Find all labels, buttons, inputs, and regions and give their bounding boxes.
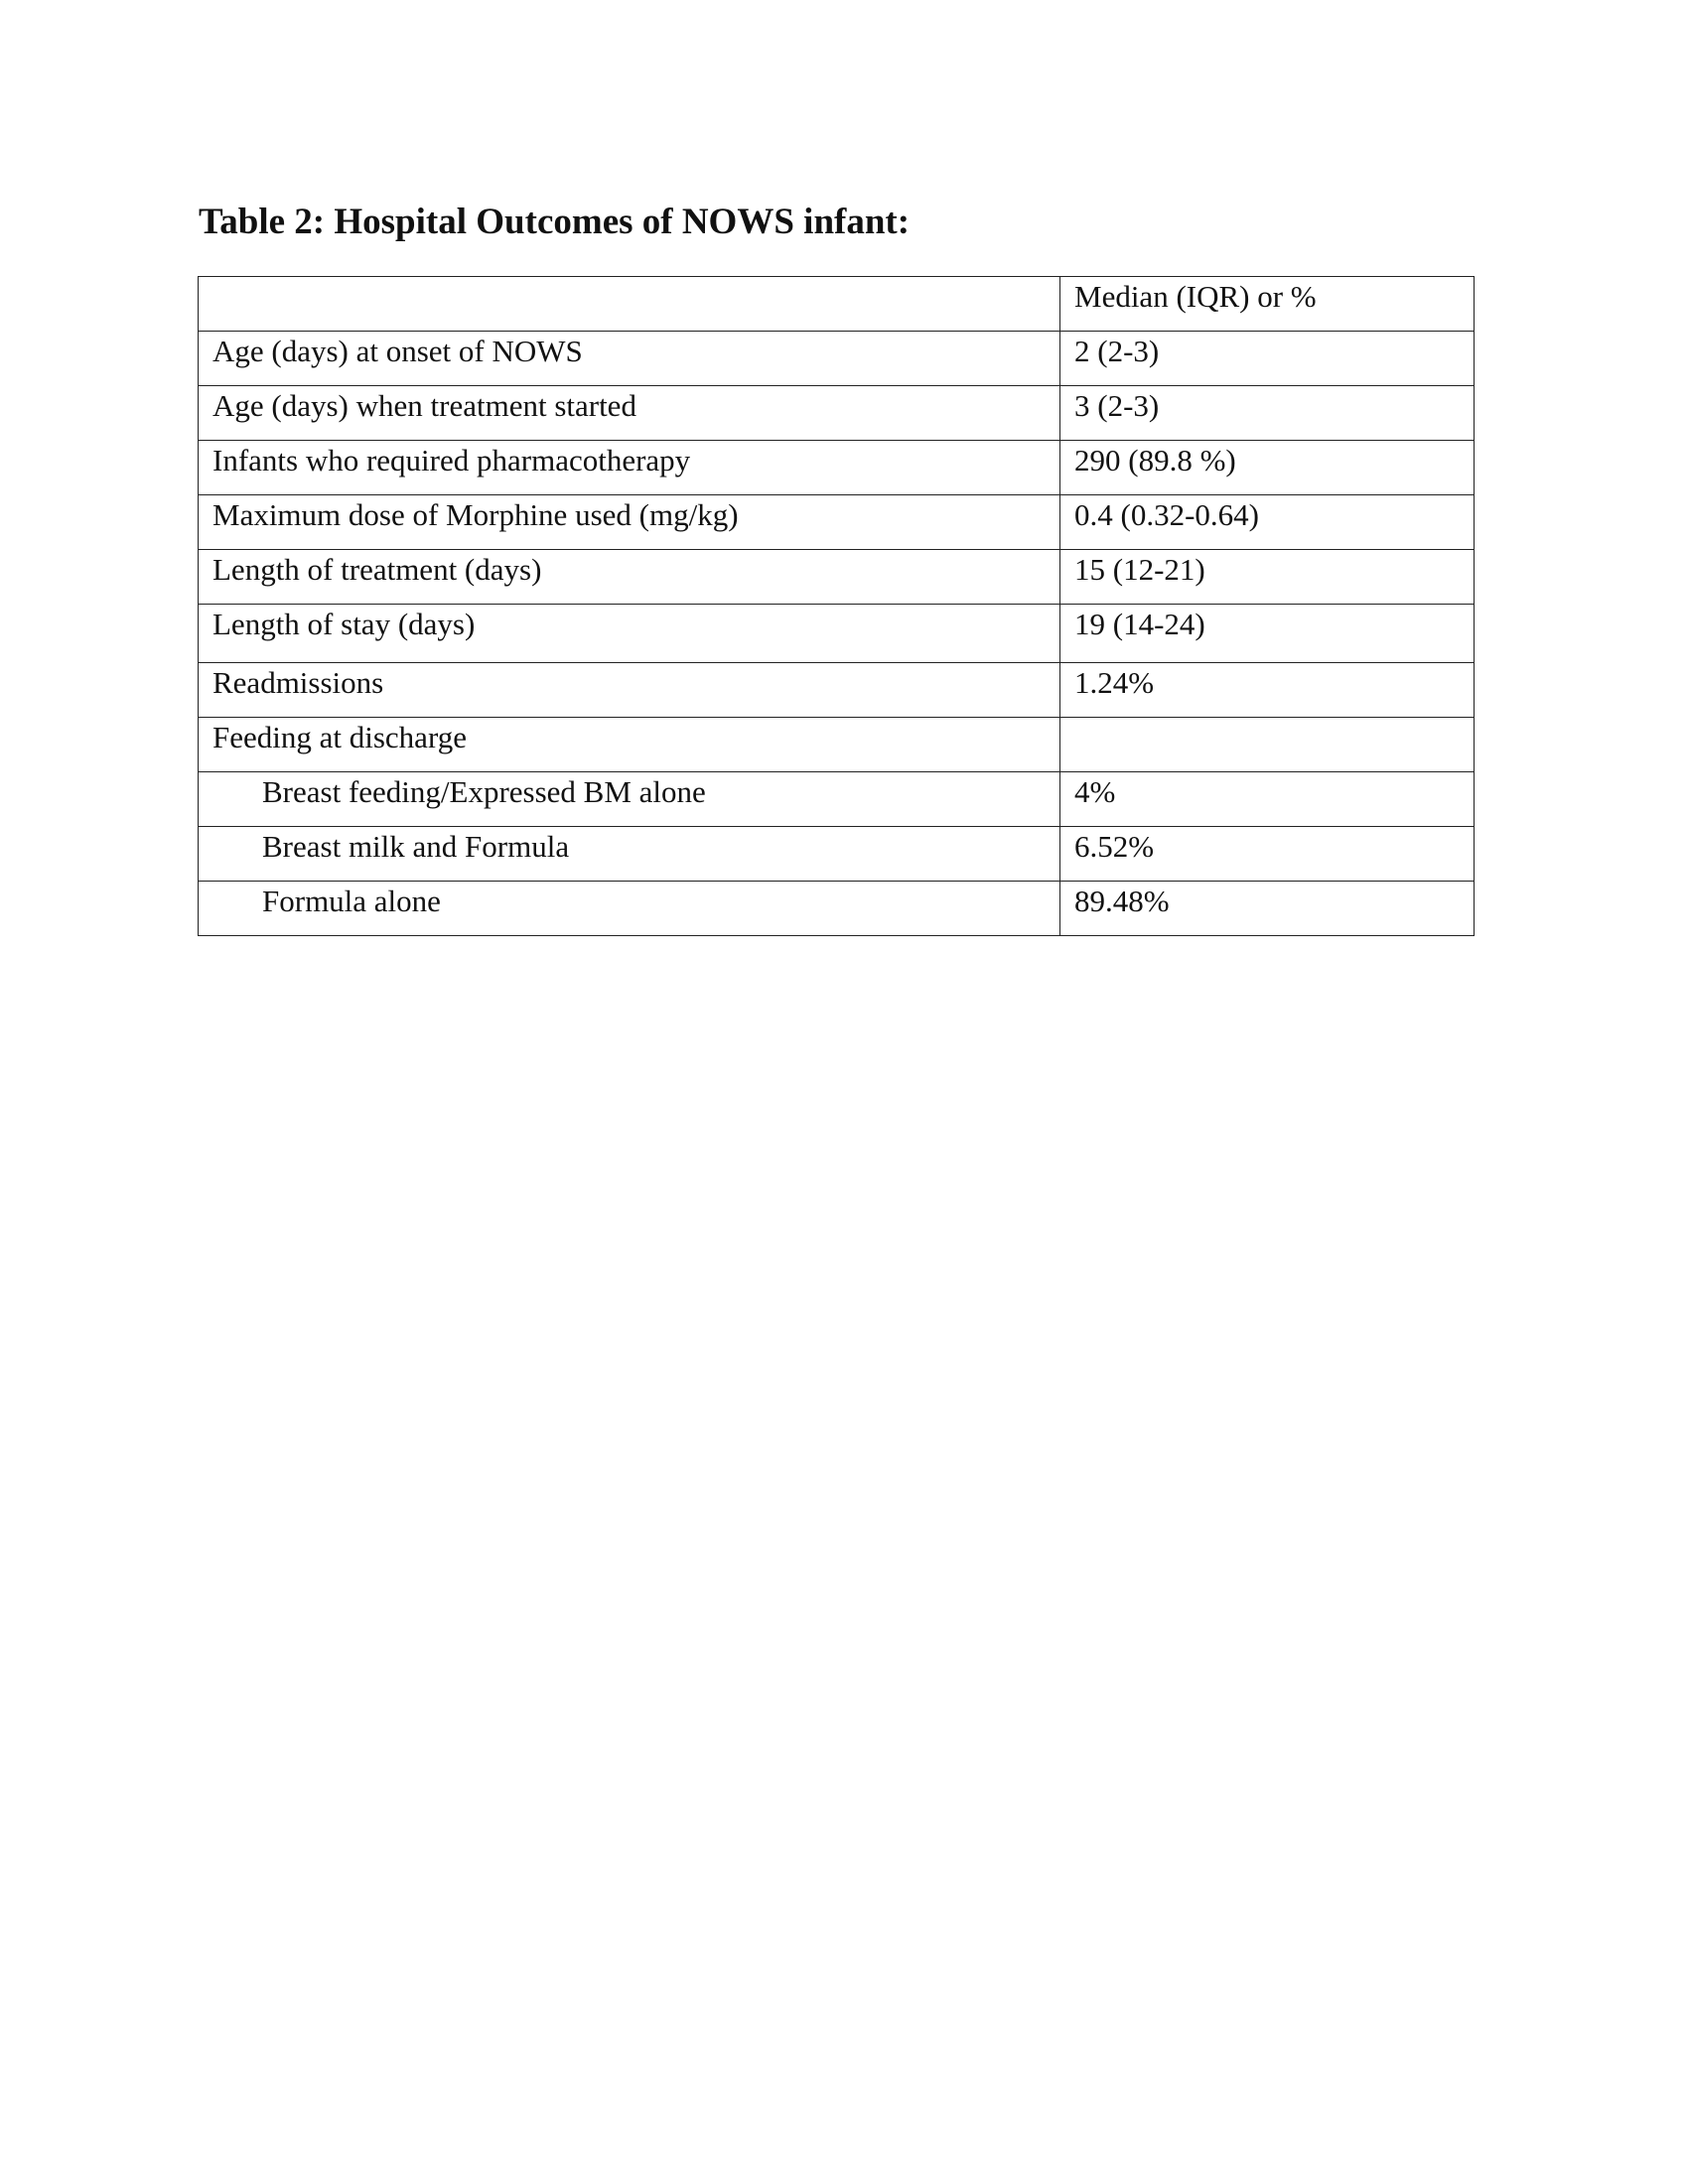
header-value-cell: Median (IQR) or %: [1060, 277, 1475, 332]
row-value: 15 (12-21): [1060, 550, 1475, 605]
table-row: [199, 495, 1475, 550]
table-row: [199, 718, 1475, 772]
row-label: Length of treatment (days): [199, 550, 1060, 605]
row-value: 3 (2-3): [1060, 386, 1475, 441]
row-label: Length of stay (days): [199, 605, 1060, 663]
table-header-row: [199, 277, 1475, 332]
row-value: 6.52%: [1060, 827, 1475, 882]
table-row: [199, 386, 1475, 441]
row-value: 19 (14-24): [1060, 605, 1475, 663]
row-label: Feeding at discharge: [199, 718, 1060, 772]
table-title: Table 2: Hospital Outcomes of NOWS infant:: [199, 202, 911, 242]
row-value: 2 (2-3): [1060, 332, 1475, 386]
row-label: Age (days) at onset of NOWS: [199, 332, 1060, 386]
row-label: Breast milk and Formula: [199, 827, 1060, 882]
row-value: 4%: [1060, 772, 1475, 827]
row-value: [1060, 718, 1475, 772]
row-label: Breast feeding/Expressed BM alone: [199, 772, 1060, 827]
row-label: Formula alone: [199, 882, 1060, 936]
row-value: 290 (89.8 %): [1060, 441, 1475, 495]
table-row: [199, 663, 1475, 718]
hospital-outcomes-table: [198, 276, 1475, 936]
row-label: Maximum dose of Morphine used (mg/kg): [199, 495, 1060, 550]
header-label-cell: [199, 277, 1060, 332]
table-row: [199, 441, 1475, 495]
table-row: [199, 827, 1475, 882]
row-value: 1.24%: [1060, 663, 1475, 718]
table-row: [199, 605, 1475, 663]
table-row: [199, 772, 1475, 827]
table-row: [199, 882, 1475, 936]
row-value: 89.48%: [1060, 882, 1475, 936]
row-value: 0.4 (0.32-0.64): [1060, 495, 1475, 550]
row-label: Age (days) when treatment started: [199, 386, 1060, 441]
row-label: Infants who required pharmacotherapy: [199, 441, 1060, 495]
table-row: [199, 550, 1475, 605]
row-label: Readmissions: [199, 663, 1060, 718]
table-row: [199, 332, 1475, 386]
